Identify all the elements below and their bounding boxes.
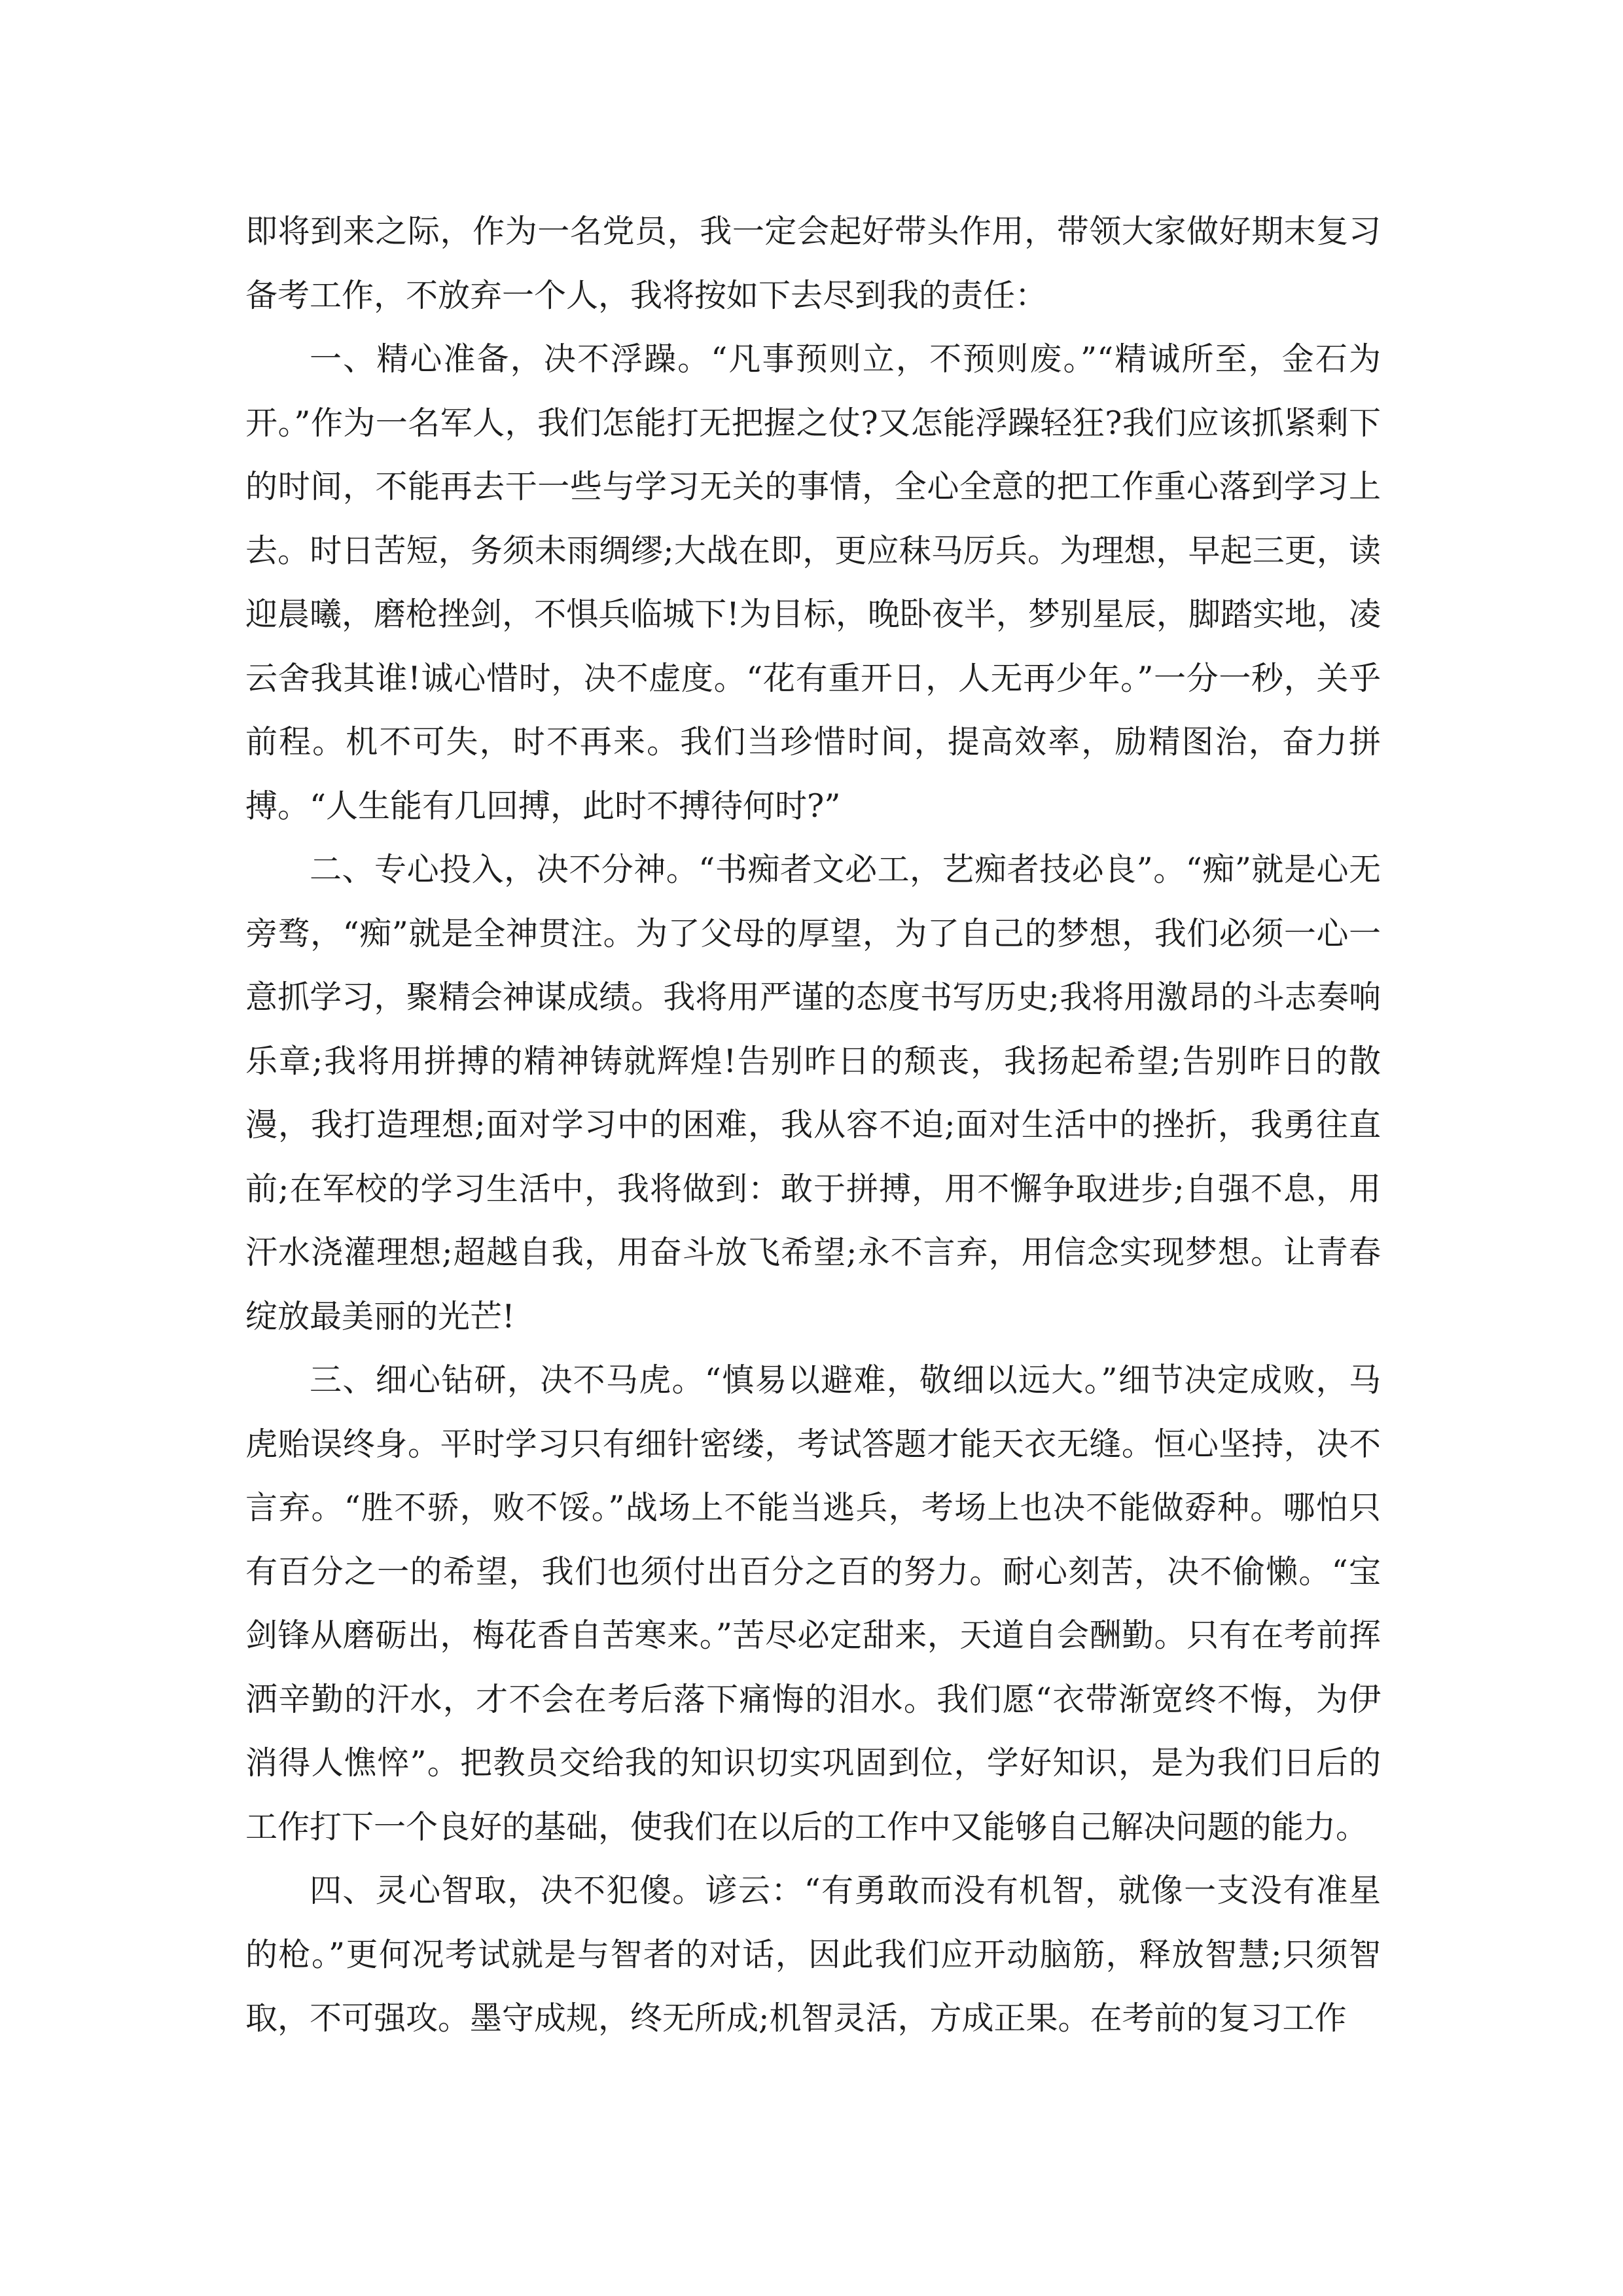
paragraph-intro: 即将到来之际，作为一名党员，我一定会起好带头作用，带领大家做好期末复习备考工作，不放弃一个人，我将按如下去尽到我的责任：	[245, 213, 1381, 314]
paragraph-point-1: 一、精心准备，决不浮躁。“凡事预则立，不预则废。”“精诚所至，金石为开。”作为一名军人，我们怎能打无把握之仗?又怎能浮躁轻狂?我们应该抓紧剩下的时间，不能再去干一些与学习无关的事情，全心全意的把工作重心落到学习上去。时日苦短，务须未雨绸缪;大战在即，更应秣马厉兵。为理想，早起三更，读迎晨曦，磨枪挫剑，不惧兵临城下!为目标，晚卧夜半，梦别星辰，脚踏实地，凌云舍我其谁!诚心惜时，决不虚度。“花有重开日，人无再少年。”一分一秒，关乎前程。机不可失，时不再来。我们当珍惜时间，提高效率，励精图治，奋力拼搏。“人生能有几回搏，此时不搏待何时?”	[245, 340, 1381, 825]
document-body	[245, 200, 1381, 2051]
paragraph-point-3: 三、细心钻研，决不马虎。“慎易以避难，敬细以远大。”细节决定成败，马虎贻误终身。平时学习只有细针密缕，考试答题才能天衣无缝。恒心坚持，决不言弃。“胜不骄，败不馁。”战场上不能当逃兵，考场上也决不能做孬种。哪怕只有百分之一的希望，我们也须付出百分之百的努力。耐心刻苦，决不偷懒。“宝剑锋从磨砺出，梅花香自苦寒来。”苦尽必定甜来，天道自会酬勤。只有在考前挥洒辛勤的汗水，才不会在考后落下痛悔的泪水。我们愿“衣带渐宽终不悔，为伊消得人憔悴”。把教员交给我的知识切实巩固到位，学好知识，是为我们日后的工作打下一个良好的基础，使我们在以后的工作中又能够自己解决问题的能力。	[245, 1361, 1381, 1846]
paragraph-point-2: 二、专心投入，决不分神。“书痴者文必工，艺痴者技必良”。“痴”就是心无旁骛，“痴”就是全神贯注。为了父母的厚望，为了自己的梦想，我们必须一心一意抓学习，聚精会神谋成绩。我将用严谨的态度书写历史;我将用激昂的斗志奏响乐章;我将用拼搏的精神铸就辉煌!告别昨日的颓丧，我扬起希望;告别昨日的散漫，我打造理想;面对学习中的困难，我从容不迫;面对生活中的挫折，我勇往直前;在军校的学习生活中，我将做到：敢于拼搏，用不懈争取进步;自强不息，用汗水浇灌理想;超越自我，用奋斗放飞希望;永不言弃，用信念实现梦想。让青春绽放最美丽的光芒!	[245, 851, 1381, 1335]
paragraph-point-4: 四、灵心智取，决不犯傻。谚云：“有勇敢而没有机智，就像一支没有准星的枪。”更何况考试就是与智者的对话，因此我们应开动脑筋，释放智慧;只须智取，不可强攻。墨守成规，终无所成;机智灵活，方成正果。在考前的复习工作	[245, 1872, 1381, 2037]
